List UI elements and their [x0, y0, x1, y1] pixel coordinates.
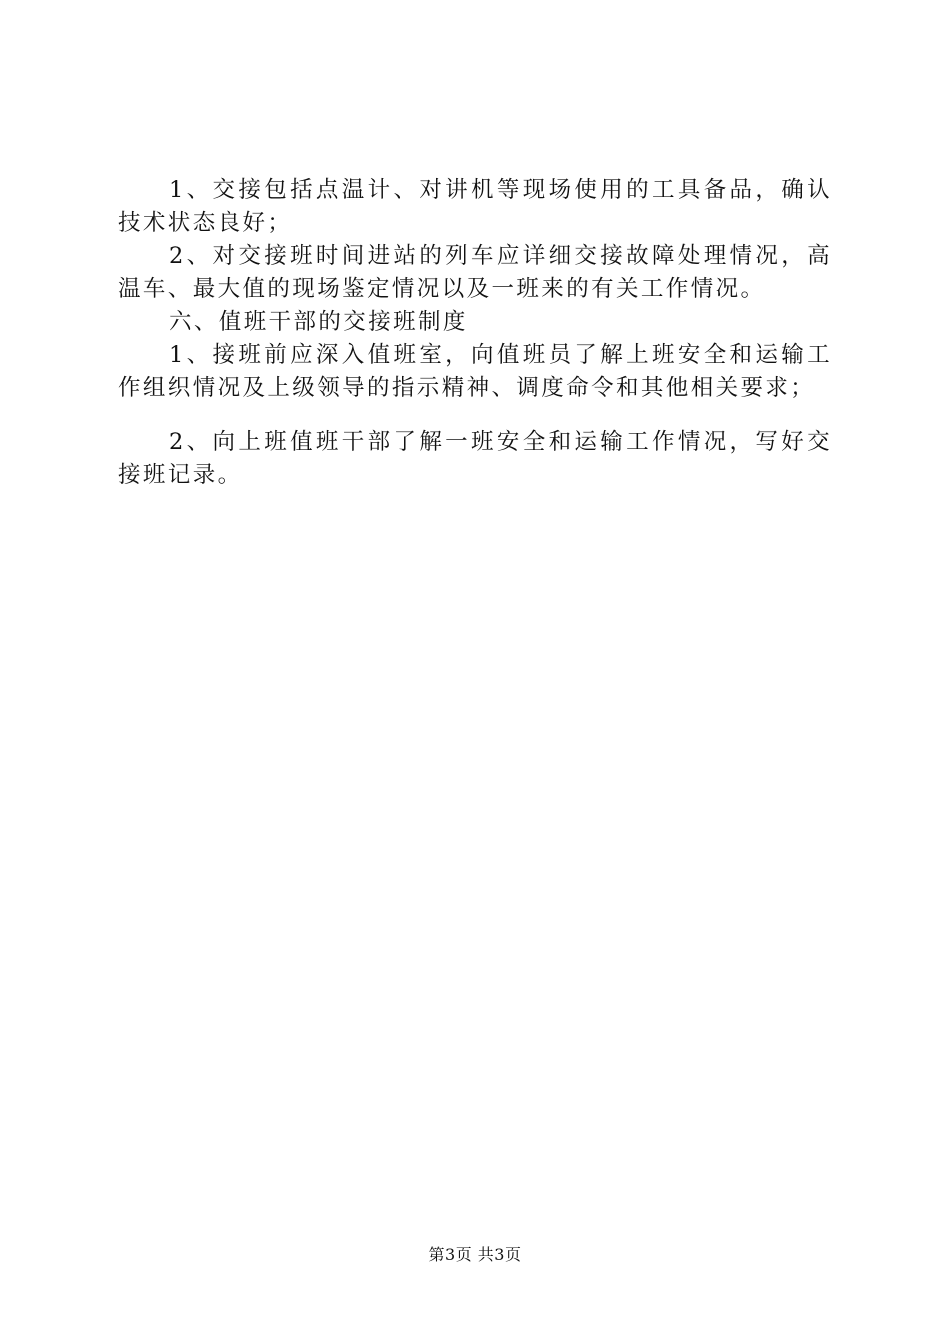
page-number-footer: 第3页 共3页 — [428, 1245, 522, 1264]
document-body — [118, 174, 832, 492]
paragraph-before-shift: 1、接班前应深入值班室，向值班员了解上班安全和运输工作组织情况及上级领导的指示精神、调度命令和其他相关要求； — [118, 342, 832, 401]
paragraph-handover-record: 2、向上班值班干部了解一班安全和运输工作情况，写好交接班记录。 — [118, 429, 832, 488]
paragraph-tools-handover: 1、交接包括点温计、对讲机等现场使用的工具备品，确认技术状态良好； — [118, 177, 832, 236]
section-heading-duty-cadre-handover: 六、值班干部的交接班制度 — [169, 309, 468, 335]
paragraph-train-fault-handover: 2、对交接班时间进站的列车应详细交接故障处理情况，高温车、最大值的现场鉴定情况以及一班来的有关工作情况。 — [118, 243, 832, 302]
